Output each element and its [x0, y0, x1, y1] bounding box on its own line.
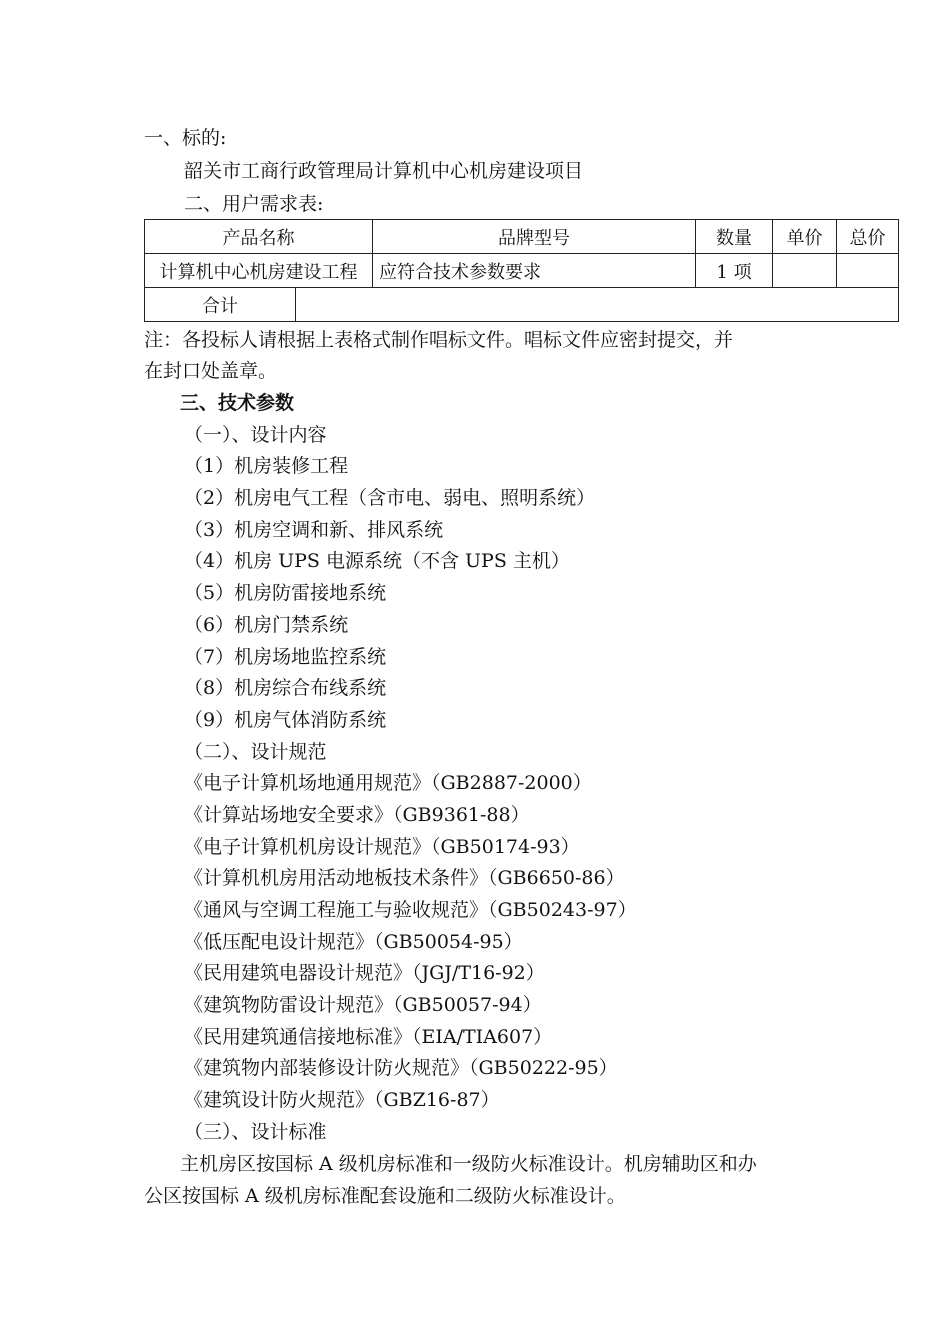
standard-item: 《计算机机房用活动地板技术条件》（GB6650-86） [184, 867, 625, 889]
standard-paragraph-line-2: 公区按国标 A 级机房标准配套设施和二级防火标准设计。 [144, 1185, 626, 1207]
list-item: （8）机房综合布线系统 [184, 677, 387, 699]
standard-item: 《建筑物内部装修设计防火规范》（GB50222-95） [184, 1057, 618, 1079]
requirements-table [144, 219, 899, 322]
note-line-2: 在封口处盖章。 [144, 360, 278, 382]
section3-heading: 三、技术参数 [180, 392, 295, 414]
standard-item: 《电子计算机机房设计规范》（GB50174-93） [184, 836, 580, 858]
standard-item: 《民用建筑通信接地标准》（EIA/TIA607） [184, 1026, 553, 1048]
list-item: （2）机房电气工程（含市电、弱电、照明系统） [184, 487, 596, 509]
cell-brand-model: 应符合技术参数要求 [373, 254, 696, 288]
project-title: 韶关市工商行政管理局计算机中心机房建设项目 [184, 160, 584, 182]
list-item: （7）机房场地监控系统 [184, 646, 387, 668]
table-total-row [145, 288, 899, 322]
design-spec-heading: （二）、设计规范 [184, 741, 327, 763]
header-quantity: 数量 [696, 220, 773, 254]
table-header-row [145, 220, 899, 254]
standard-paragraph-line-1: 主机房区按国标 A 级机房标准和一级防火标准设计。机房辅助区和办 [180, 1153, 757, 1175]
note-line-1: 注：各投标人请根据上表格式制作唱标文件。唱标文件应密封提交，并 [144, 329, 734, 351]
section1-heading: 一、标的: [144, 127, 227, 149]
cell-total-label: 合计 [145, 288, 296, 322]
cell-unit-price [773, 254, 837, 288]
standard-item: 《电子计算机场地通用规范》（GB2887-2000） [184, 772, 592, 794]
standard-item: 《建筑物防雷设计规范》（GB50057-94） [184, 994, 542, 1016]
cell-total-value [296, 288, 899, 322]
standard-item: 《低压配电设计规范》（GB50054-95） [184, 931, 523, 953]
cell-total-price [837, 254, 899, 288]
list-item: （3）机房空调和新、排风系统 [184, 519, 444, 541]
section2-heading: 二、用户需求表: [184, 193, 324, 215]
list-item: （9）机房气体消防系统 [184, 709, 387, 731]
cell-quantity: 1 项 [696, 254, 773, 288]
list-item: （6）机房门禁系统 [184, 614, 349, 636]
list-item: （4）机房 UPS 电源系统（不含 UPS 主机） [184, 550, 570, 572]
table-row [145, 254, 899, 288]
standard-item: 《民用建筑电器设计规范》（JGJ/T16-92） [184, 962, 545, 984]
standard-item: 《通风与空调工程施工与验收规范》（GB50243-97） [184, 899, 637, 921]
list-item: （5）机房防雷接地系统 [184, 582, 387, 604]
header-brand-model: 品牌型号 [373, 220, 696, 254]
list-item: （1）机房装修工程 [184, 455, 349, 477]
header-unit-price: 单价 [773, 220, 837, 254]
design-content-heading: （一）、设计内容 [184, 424, 327, 446]
header-product-name: 产品名称 [145, 220, 373, 254]
standard-item: 《建筑设计防火规范》（GBZ16-87） [184, 1089, 500, 1111]
header-total-price: 总价 [837, 220, 899, 254]
standard-item: 《计算站场地安全要求》（GB9361-88） [184, 804, 530, 826]
design-standard-heading: （三）、设计标准 [184, 1121, 327, 1143]
cell-product-name: 计算机中心机房建设工程 [145, 254, 373, 288]
